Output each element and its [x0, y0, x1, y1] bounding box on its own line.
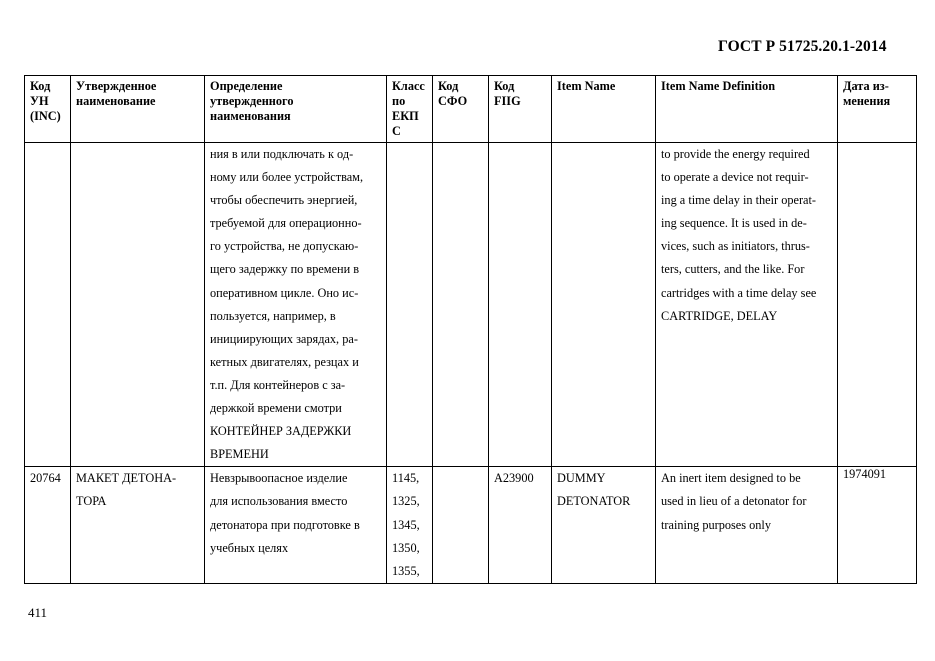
item-names-table — [24, 75, 917, 584]
header-change-date: Дата из- менения — [838, 76, 917, 143]
table-row — [25, 467, 917, 584]
header-fiig-code: Код FIIG — [489, 76, 552, 143]
cell-definition: Невзрывоопасное изделие для использования вместо детонатора при подготовке в учебных целях — [205, 467, 387, 584]
cell-item-name — [552, 143, 656, 467]
header-sfo-code: Код СФО — [433, 76, 489, 143]
cell-sfo-code — [433, 143, 489, 467]
cell-sfo-code — [433, 467, 489, 584]
cell-fiig-code — [489, 143, 552, 467]
cell-definition: ния в или подключать к од- ному или более устройствам, чтобы обеспечить энергией, требуемой для операционно- го устройства, не допускаю- щего задержку по времени в оперативном цикле. Оно ис- пользуется, например, в инициирующих зарядах, ра- кетных двигателях, резцах и т.п. Для контейнеров с за- держкой времени смотри КОНТЕЙНЕР ЗАДЕРЖКИ ВРЕМЕНИ — [205, 143, 387, 467]
cell-fiig-code: A23900 — [489, 467, 552, 584]
page-number: 411 — [28, 605, 48, 620]
cell-ekps-class — [387, 143, 433, 467]
cell-approved-name: МАКЕТ ДЕТОНА- ТОРА — [71, 467, 205, 584]
cell-change-date — [838, 143, 917, 467]
cell-change-date: 1974091 — [838, 467, 917, 584]
table-row — [25, 143, 917, 467]
header-ekps-class: Класс по ЕКП С — [387, 76, 433, 143]
header-item-name-definition: Item Name Definition — [656, 76, 838, 143]
header-definition: Определение утвержденного наименования — [205, 76, 387, 143]
header-approved-name: Утвержденное наименование — [71, 76, 205, 143]
cell-approved-name — [71, 143, 205, 467]
cell-inc: 20764 — [25, 467, 71, 584]
cell-item-name-definition: An inert item designed to be used in lieu of a detonator for training purposes only — [656, 467, 838, 584]
table-header-row — [25, 76, 917, 143]
cell-item-name-definition: to provide the energy required to operate a device not requir- ing a time delay in their operat- ing sequence. It is used in de- vices, such as initiators, thrus- ters, cutters, and the like. For cartridges with a time delay see CARTRIDGE, DELAY — [656, 143, 838, 467]
document-code: ГОСТ Р 51725.20.1-2014 — [718, 38, 887, 55]
cell-inc — [25, 143, 71, 467]
cell-ekps-class: 1145, 1325, 1345, 1350, 1355, — [387, 467, 433, 584]
cell-item-name: DUMMY DETONATOR — [552, 467, 656, 584]
header-item-name: Item Name — [552, 76, 656, 143]
header-inc: Код УН (INC) — [25, 76, 71, 143]
